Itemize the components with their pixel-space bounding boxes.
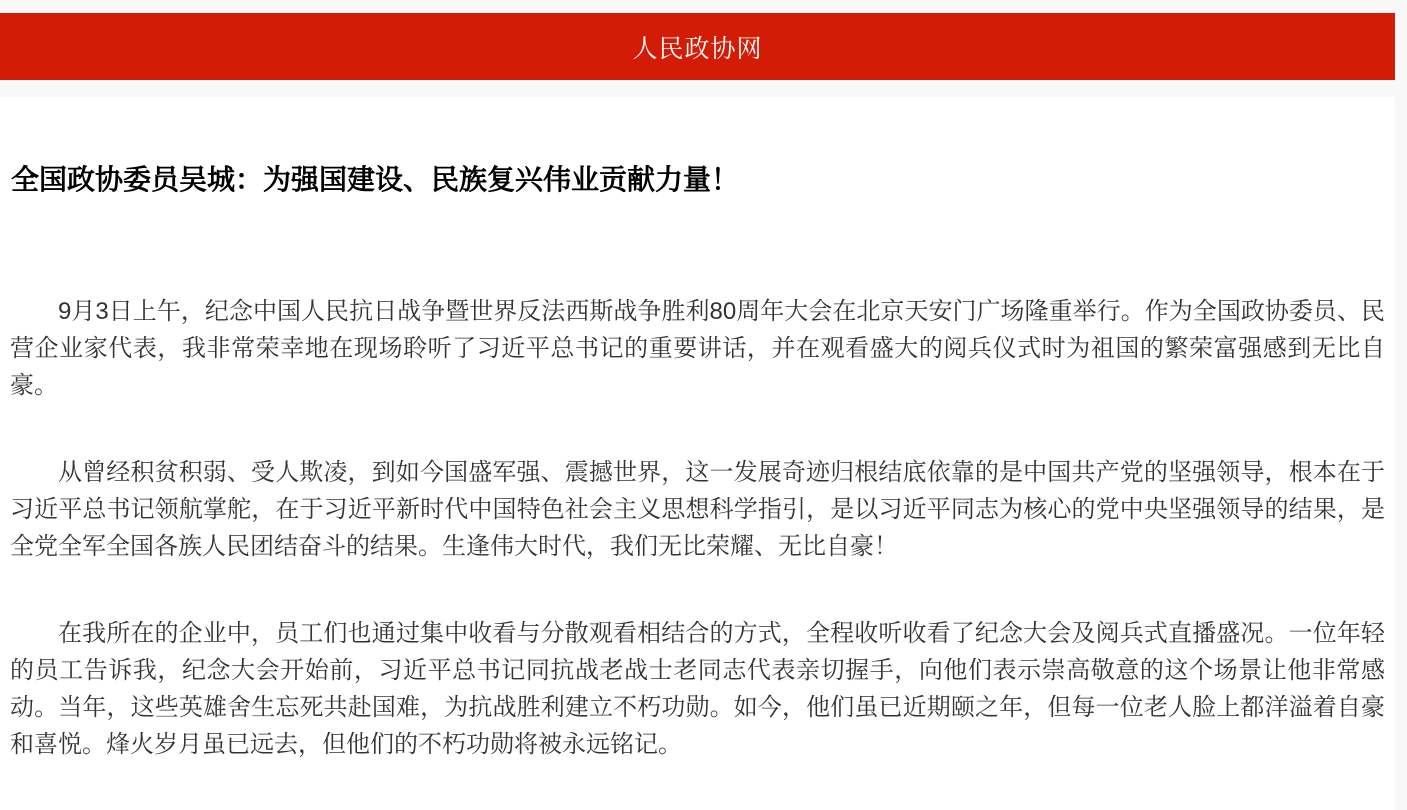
article-title: 全国政协委员吴城：为强国建设、民族复兴伟业贡献力量！	[11, 164, 740, 195]
article-paragraph: 在我所在的企业中，员工们也通过集中收看与分散观看相结合的方式，全程收听收看了纪念大会及阅兵式直播盛况。一位年轻的员工告诉我，纪念大会开始前，习近平总书记同抗战老战士老同志代表亲切握手，向他们表示崇高敬意的这个场景让他非常感动。当年，这些英雄舍生忘死共赴国难，为抗战胜利建立不朽功勋。如今，他们虽已近期颐之年，但每一位老人脸上都洋溢着自豪和喜悦。烽火岁月虽已远去，但他们的不朽功勋将被永远铭记。	[10, 619, 1385, 758]
site-masthead	[0, 13, 1395, 80]
page	[0, 13, 1395, 810]
site-name-link[interactable]: 人民政协网	[632, 34, 763, 63]
article-paragraph: 从曾经积贫积弱、受人欺凌，到如今国盛军强、震撼世界，这一发展奇迹归根结底依靠的是中国共产党的坚强领导，根本在于习近平总书记领航掌舵，在于习近平新时代中国特色社会主义思想科学指引，是以习近平同志为核心的党中央坚强领导的结果，是全党全军全国各族人民团结奋斗的结果。生逢伟大时代，我们无比荣耀、无比自豪！	[10, 458, 1385, 560]
article-body	[10, 293, 1385, 763]
article-paragraph: 9月3日上午，纪念中国人民抗日战争暨世界反法西斯战争胜利80周年大会在北京天安门广场隆重举行。作为全国政协委员、民营企业家代表，我非常荣幸地在现场聆听了习近平总书记的重要讲话，并在观看盛大的阅兵仪式时为祖国的繁荣富强感到无比自豪。	[10, 297, 1385, 399]
article-content	[0, 97, 1395, 810]
